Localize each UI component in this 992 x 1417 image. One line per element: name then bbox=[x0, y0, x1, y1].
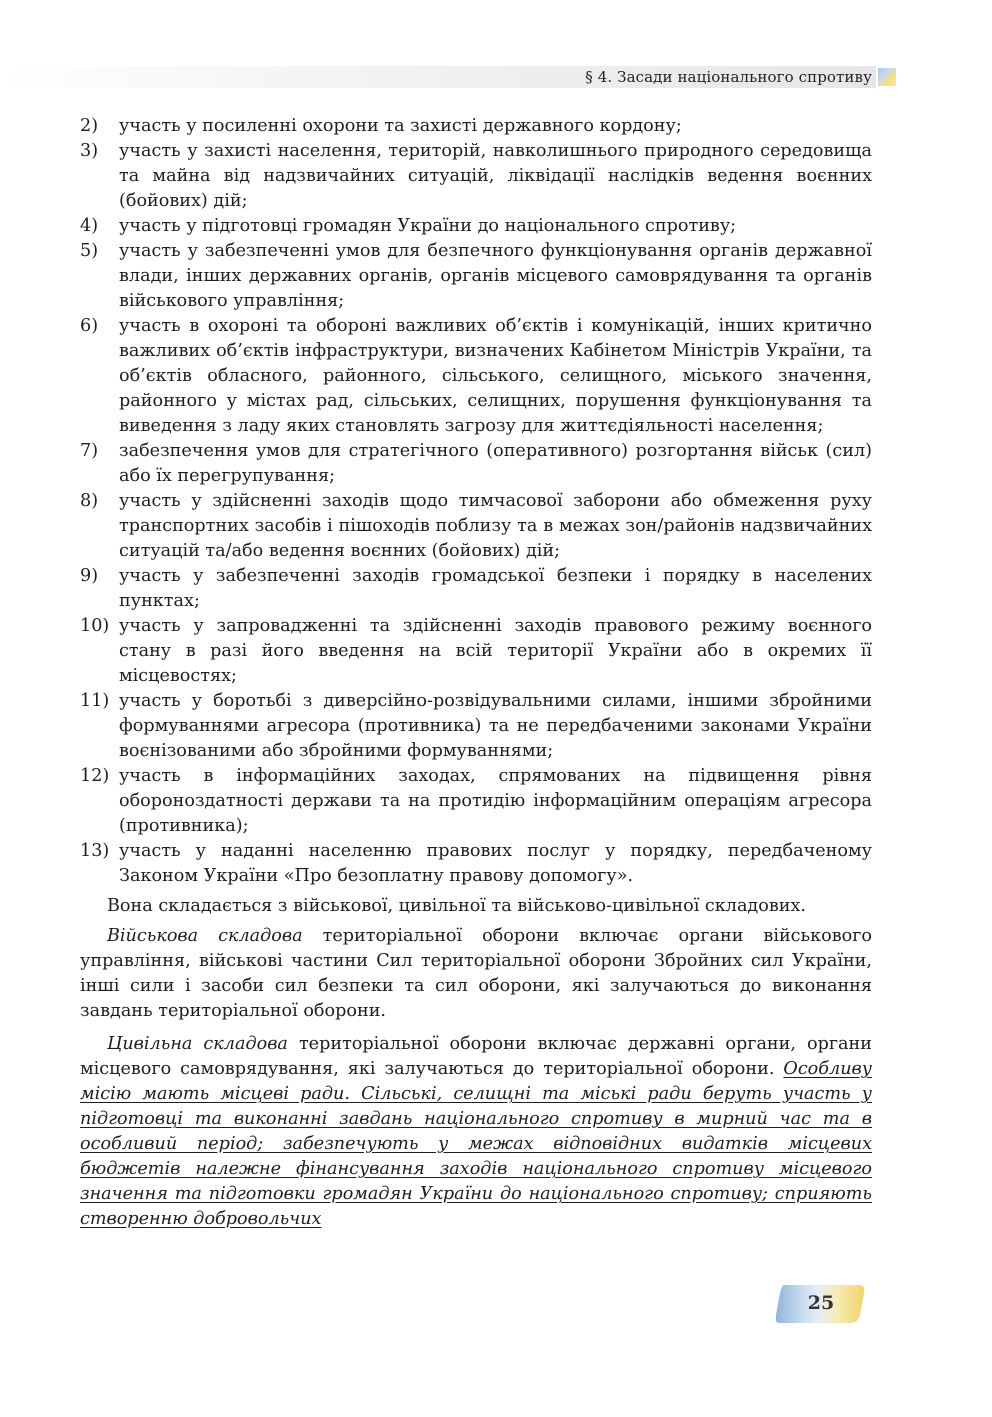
paragraph-military-component bbox=[80, 924, 872, 1024]
list-item-number: 6) bbox=[80, 316, 99, 336]
list-item bbox=[80, 239, 872, 314]
list-item bbox=[80, 839, 872, 889]
list-item-text: участь у наданні населенню правових послуг у порядку, передбаченому Законом України «Про безоплатну правову допомогу». bbox=[119, 841, 872, 886]
list-item-number: 13) bbox=[80, 841, 110, 861]
paragraph-civil-component bbox=[80, 1032, 872, 1232]
underlined-passage: Особливу місію мають місцеві ради. Сільські, селищні та міські ради беруть участь у підготовці та виконанні завдань національного спротиву в мирний час та в особливий період; забезпечують у межах відповідних видатків місцевих бюджетів належне фінансування заходів національного спротиву місцевого значення та підготовки громадян України до національного спротиву; сприяють створенню добровольчих bbox=[80, 1059, 872, 1229]
term-military-component: Військова складова bbox=[107, 926, 303, 946]
list-item-text: участь у забезпеченні заходів громадської безпеки і порядку в населених пунктах; bbox=[119, 566, 872, 611]
running-header: § 4. Засади національного спротиву bbox=[585, 68, 872, 86]
list-item-text: участь у посиленні охорони та захисті державного кордону; bbox=[119, 116, 682, 136]
list-item-number: 11) bbox=[80, 691, 110, 711]
list-item-number: 2) bbox=[80, 116, 99, 136]
list-item bbox=[80, 139, 872, 214]
list-item-text: забезпечення умов для стратегічного (оперативного) розгортання військ (сил) або їх перегрупування; bbox=[119, 441, 872, 486]
list-item bbox=[80, 314, 872, 439]
header-corner-decoration bbox=[878, 68, 896, 86]
paragraph-civil-text: територіальної оборони включає державні органи, органи місцевого самоврядування, які залучаються до територіальної оборони. bbox=[80, 1034, 872, 1079]
paragraph-composition: Вона складається з військової, цивільної та військово-цивільної складових. bbox=[107, 896, 807, 916]
list-item-text: участь в інформаційних заходах, спрямованих на підвищення рівня обороноздатності держави та на протидію інформаційним операціям агресора (противника); bbox=[119, 766, 872, 836]
list-item-text: участь у підготовці громадян України до національного спротиву; bbox=[119, 216, 737, 236]
list-item bbox=[80, 614, 872, 689]
list-item-number: 12) bbox=[80, 766, 110, 786]
list-item-text: участь у здійсненні заходів щодо тимчасової заборони або обмеження руху транспортних засобів і пішоходів поблизу та в межах зон/районів надзвичайних ситуацій та/або ведення воєнних (бойових) дій; bbox=[119, 491, 872, 561]
list-item-text: участь у забезпеченні умов для безпечного функціонування органів державної влади, інших державних органів, органів місцевого самоврядування та органів військового управління; bbox=[119, 241, 872, 311]
list-item-number: 8) bbox=[80, 491, 99, 511]
list-item-number: 3) bbox=[80, 141, 99, 161]
paragraph-military-text: територіальної оборони включає органи військового управління, військові частини Сил територіальної оборони Збройних сил України, інші сили і засоби сил безпеки та сил оборони, які залучаються до виконання завдань територіальної оборони. bbox=[80, 926, 873, 1021]
page-number: 25 bbox=[807, 1292, 835, 1314]
list-item bbox=[80, 764, 872, 839]
list-item-number: 9) bbox=[80, 566, 99, 586]
list-item-text: участь в охороні та обороні важливих об’єктів і комунікацій, інших критично важливих об’єктів інфраструктури, визначених Кабінетом Міністрів України, та об’єктів обласного, районного, сільського, селищного, міського значення, районного у містах рад, сільських, селищних, порушення функціонування та виведення з ладу яких становлять загрозу для життєдіяльності населення; bbox=[119, 316, 872, 436]
page-number-badge bbox=[776, 1285, 866, 1323]
list-item-number: 5) bbox=[80, 241, 99, 261]
duties-list bbox=[80, 114, 872, 889]
list-item bbox=[80, 489, 872, 564]
page-content bbox=[80, 114, 872, 1232]
list-item-text: участь у захисті населення, територій, навколишнього природного середовища та майна від надзвичайних ситуацій, ліквідації наслідків ведення воєнних (бойових) дій; bbox=[119, 141, 872, 211]
list-item-text: участь у боротьбі з диверсійно-розвідувальними силами, іншими збройними формуваннями агресора (противника) та не передбаченими законами України воєнізованими або збройними формуваннями; bbox=[119, 691, 872, 761]
list-item-number: 4) bbox=[80, 216, 99, 236]
list-item-number: 7) bbox=[80, 441, 99, 461]
list-item bbox=[80, 689, 872, 764]
list-item bbox=[80, 564, 872, 614]
list-item bbox=[80, 114, 872, 139]
list-item-number: 10) bbox=[80, 616, 110, 636]
term-civil-component: Цивільна складова bbox=[107, 1034, 288, 1054]
list-item bbox=[80, 439, 872, 489]
list-item bbox=[80, 214, 872, 239]
list-item-text: участь у запровадженні та здійсненні заходів правового режиму воєнного стану в разі його введення на всій території України або в окремих її місцевостях; bbox=[119, 616, 872, 686]
